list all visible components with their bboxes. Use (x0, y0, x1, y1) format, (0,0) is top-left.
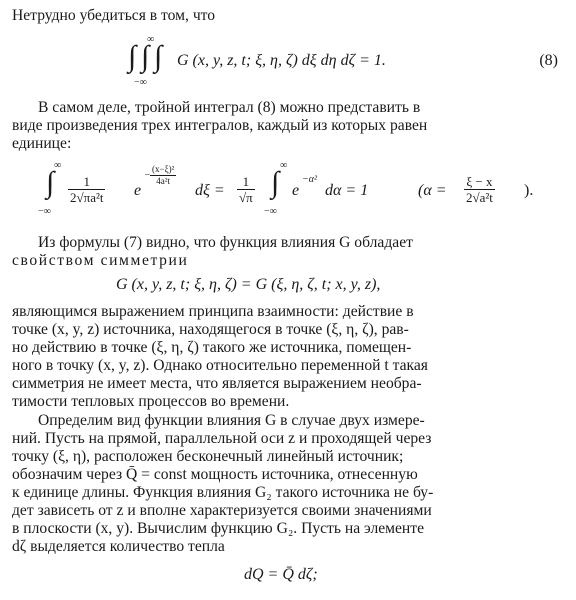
eq-unit-alpha-close: ). (524, 182, 534, 199)
eq-unit-exp-base: e (134, 182, 142, 199)
p4-line-4: ного в точку (x, y, z). Однако относительно переменной t такая (12, 357, 428, 374)
eq8-lower-limit: −∞ (134, 77, 147, 88)
p4-line-1: являющимся выражением принципа взаимности: действие в (12, 303, 414, 320)
eq-unit-upper-limit-2: ∞ (280, 160, 288, 171)
eq-unit-exp-sign: − (144, 170, 151, 181)
p4-line-2: точке (x, y, z) источника, находящегося в точке (ξ, η, ζ), рав- (12, 321, 409, 338)
eq-unit-coefficient-2: $\frac{1}{√\pi}$ (239, 174, 253, 205)
eq-unit-upper-limit-1: ∞ (54, 160, 62, 171)
p3-line-1: Из формулы (7) видно, что функция влияния G обладает (38, 234, 413, 251)
p5-line-5: к единице длины. Функция влияния G₂ такого источника не бу- (12, 484, 434, 501)
p5-line-6: дет зависеть от z и вполне характеризуется своими значениями (12, 502, 432, 519)
equation-symmetry: G (x, y, z, t; ξ, η, ζ) = G (ξ, η, ζ, t; x, y, z), (116, 276, 381, 293)
p2-line-3: единице: (12, 135, 72, 152)
eq-unit-integral-2: ∫ (271, 166, 280, 199)
eq8-integral-1: ∫ (128, 40, 137, 73)
p2-line-2: виде произведения трех интегралов, каждый из которых равен (12, 117, 428, 134)
eq-unit-alpha-open: (α = (418, 182, 447, 199)
eq-unit-exp2-base: e (292, 182, 300, 199)
eq8-integral-3: ∫ (154, 40, 163, 73)
eq-unit-dxi: dξ = (195, 182, 225, 199)
intro-line: Нетрудно убедиться в том, что (12, 7, 216, 24)
p3-line-2: свойством симметрии (12, 252, 189, 269)
eq-unit-lower-limit-1: −∞ (38, 206, 51, 217)
p4-line-6: тимости тепловых процессов во времени. (12, 393, 290, 410)
eq8-integral-2: ∫ (141, 40, 150, 73)
eq-unit-integral-1: ∫ (46, 166, 55, 199)
p5-line-2: ний. Пусть на прямой, параллельной оси z и проходящей через (12, 430, 432, 447)
eq-unit-exponent: $\frac{\text{(x−ξ)²}}{\text{4a²t}}$ (152, 164, 175, 186)
p5-line-8: dζ выделяется количество тепла (12, 538, 225, 555)
eq-unit-dalpha: dα = 1 (325, 182, 369, 199)
equation-dq: dQ = Q̄ dζ; (244, 566, 318, 583)
p2-line-1: В самом деле, тройной интеграл (8) можно представить в (38, 99, 421, 116)
page (12, 0, 564, 600)
p4-line-5: симметрия не имеет места, что является выражением необра- (12, 375, 422, 392)
eq8-integrand: G (x, y, z, t; ξ, η, ζ) dξ dη dζ = 1. (177, 52, 386, 69)
eq-unit-coefficient: $\frac{1}{\text{2√πa²t}}$ (70, 174, 104, 205)
eq-unit-alpha-fraction: $\frac{\xi - x}{\text{2√a²t}}$ (466, 174, 493, 205)
p4-line-3: но действию в точке (ξ, η, ζ) такого же источника, помещен- (12, 339, 412, 356)
p5-line-3: точку (ξ, η), расположен бесконечный линейный источник; (12, 448, 404, 465)
eq8-upper-limit: ∞ (147, 34, 155, 45)
p5-line-7: в плоскости (x, y). Вычислим функцию G₂. Пусть на элементе (12, 520, 425, 537)
eq-unit-exp2-power: −α² (302, 174, 317, 185)
eq-unit-lower-limit-2: −∞ (264, 206, 277, 217)
p5-line-1: Определим вид функции влияния G в случае двух измере- (38, 412, 425, 429)
eq8-number: (8) (539, 52, 558, 69)
p5-line-4: обозначим через Q̄ = const мощность источника, отнесенную (12, 466, 418, 483)
